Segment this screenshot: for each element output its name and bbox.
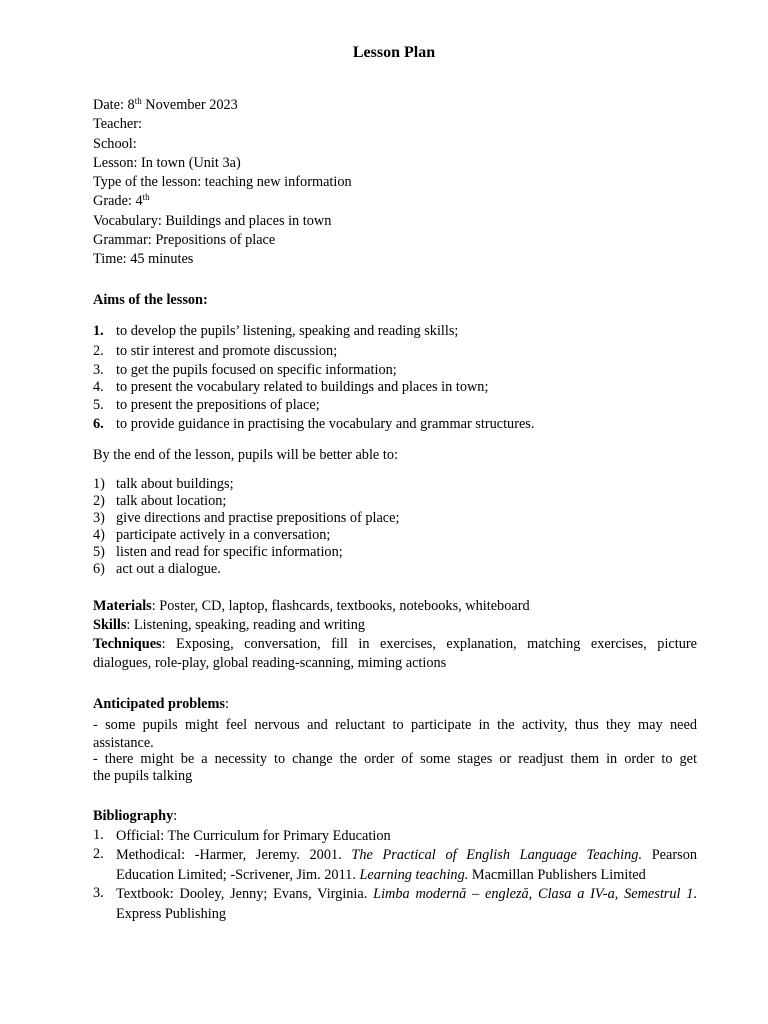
grade-line — [93, 192, 698, 211]
aim-item — [93, 379, 488, 396]
techniques-line-2: dialogues, role-play, global reading-scanning, miming actions — [93, 655, 447, 671]
bibliography-text: Official: The Curriculum for Primary Education — [116, 828, 391, 844]
lesson-info — [93, 96, 698, 270]
grade-text: Grade: 4 — [93, 193, 143, 210]
bibliography-title: Learning teaching. — [359, 866, 469, 883]
problem-2-line-2: the pupils talking — [93, 768, 193, 784]
bibliography-number: 2. — [93, 846, 104, 862]
outcome-item — [93, 544, 343, 561]
grammar-line: Grammar: Prepositions of place — [93, 232, 276, 249]
aim-text: to present the prepositions of place; — [116, 397, 320, 413]
outcome-item — [93, 476, 234, 493]
techniques-line — [93, 636, 697, 653]
aim-item — [93, 362, 397, 379]
bibliography-text-part: Macmillan Publishers Limited — [468, 866, 646, 883]
skills-label: Skills — [93, 617, 127, 633]
problem-2-line-1: - there might be a necessity to change the order of some stages or readjust them in order to get — [93, 751, 697, 767]
bibliography-title: The Practical of English Language Teaching. — [351, 847, 643, 863]
aim-text: to get the pupils focused on specific information; — [116, 362, 397, 378]
aim-item — [93, 343, 337, 360]
outcomes-intro: By the end of the lesson, pupils will be better able to: — [93, 447, 398, 463]
outcome-number: 4) — [93, 527, 105, 543]
materials-label: Materials — [93, 598, 152, 614]
aim-number: 2. — [93, 343, 104, 359]
bibliography-title: Limba modernă – engleză, Clasa a IV-a, Semestrul 1 — [373, 886, 694, 902]
outcome-text: participate actively in a conversation; — [116, 527, 331, 543]
outcome-number: 5) — [93, 544, 105, 560]
aims-heading: Aims of the lesson: — [93, 292, 208, 308]
outcome-item — [93, 510, 399, 527]
aim-item — [93, 397, 320, 414]
aim-text: to present the vocabulary related to buildings and places in town; — [116, 379, 489, 395]
problems-colon: : — [225, 696, 229, 712]
outcome-number: 2) — [93, 493, 105, 509]
outcome-number: 3) — [93, 510, 105, 526]
date-rest: November 2023 — [141, 97, 238, 113]
lesson-line: Lesson: In town (Unit 3a) — [93, 154, 241, 171]
page-title: Lesson Plan — [352, 44, 436, 61]
aim-item — [93, 323, 458, 340]
techniques-label: Techniques — [93, 636, 162, 652]
vocabulary-line: Vocabulary: Buildings and places in town — [93, 212, 332, 229]
outcome-item — [93, 527, 330, 544]
materials-text: : Poster, CD, laptop, flashcards, textbooks, notebooks, whiteboard — [151, 598, 530, 614]
time-line: Time: 45 minutes — [93, 251, 194, 268]
problem-1-line-1: - some pupils might feel nervous and reluctant to participate in the activity, thus they may need — [93, 717, 697, 733]
techniques-text: : Exposing, conversation, fill in exercises, explanation, matching exercises, picture — [161, 636, 697, 652]
grade-sup: th — [142, 192, 150, 203]
outcome-text: talk about location; — [116, 493, 227, 509]
bibliography-text — [116, 846, 697, 885]
problem-1-line-2: assistance. — [93, 735, 154, 751]
bibliography-number: 1. — [93, 827, 104, 843]
problems-label: Anticipated problems — [93, 696, 225, 712]
bibliography-number: 3. — [93, 885, 104, 901]
outcome-text: talk about buildings; — [116, 476, 234, 492]
bibliography-text-part: Pearson Education Limited; -Scrivener, Jim. 2011. — [116, 847, 697, 883]
date-text: Date: 8 — [93, 97, 135, 113]
outcome-item — [93, 493, 226, 510]
aim-text: to develop the pupils’ listening, speaking and reading skills; — [116, 323, 459, 339]
bibliography-colon: : — [173, 808, 178, 824]
bibliography-heading — [93, 808, 177, 825]
bibliography-text-part: Methodical: -Harmer, Jeremy. 2001. — [116, 847, 352, 863]
aim-number: 1. — [93, 323, 104, 339]
lesson-type-line: Type of the lesson: teaching new information — [93, 174, 352, 191]
school-line: School: — [93, 135, 137, 152]
aim-text: to provide guidance in practising the vocabulary and grammar structures. — [116, 416, 535, 432]
aim-text: to stir interest and promote discussion; — [116, 343, 338, 359]
bibliography-item — [93, 846, 697, 885]
bibliography-text — [116, 885, 697, 924]
aim-number: 6. — [93, 416, 104, 432]
bibliography-label: Bibliography — [93, 808, 174, 824]
aim-number: 3. — [93, 362, 104, 378]
materials-line — [93, 598, 530, 615]
outcome-number: 1) — [93, 476, 105, 492]
outcome-text: listen and read for specific information; — [116, 544, 343, 560]
date-sup: th — [134, 96, 142, 106]
outcome-number: 6) — [93, 561, 105, 577]
bibliography-item — [93, 827, 697, 847]
bibliography-text-part: . Express Publishing — [116, 886, 697, 922]
outcome-text: act out a dialogue. — [116, 561, 221, 577]
teacher-line: Teacher: — [93, 116, 142, 133]
bibliography-item — [93, 885, 697, 924]
aim-item — [93, 416, 534, 433]
aim-number: 4. — [93, 379, 104, 395]
date-line — [93, 96, 698, 115]
outcome-text: give directions and practise prepositions of place; — [116, 510, 400, 526]
aim-number: 5. — [93, 397, 104, 413]
problems-heading — [93, 696, 229, 713]
outcome-item — [93, 561, 221, 578]
skills-line — [93, 617, 365, 634]
skills-text: : Listening, speaking, reading and writing — [126, 617, 366, 633]
bibliography-text-part: Textbook: Dooley, Jenny; Evans, Virginia. — [116, 886, 374, 902]
